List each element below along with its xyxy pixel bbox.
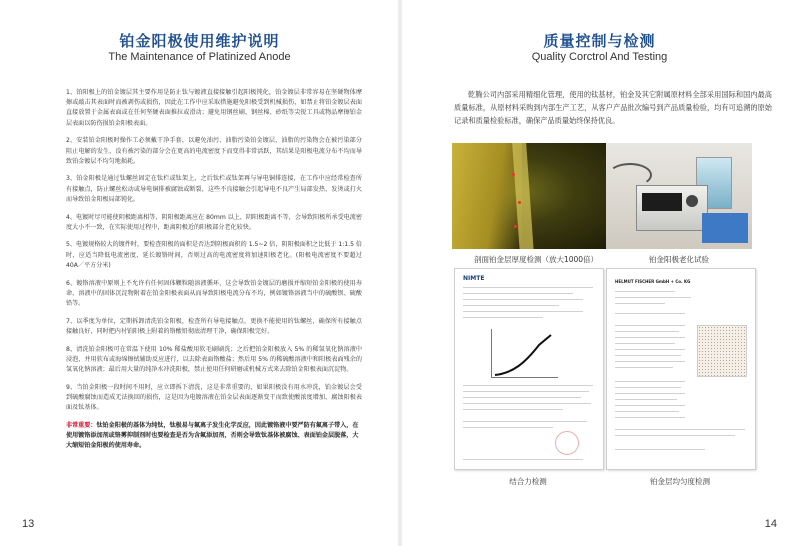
adhesion-test-report (454, 268, 604, 470)
instruction-paragraph: 9、当铂金阳极一段时间不用时，应立即拆下清洗，这是非常重要的，如果阳极没有用水冲洗，铂金镀层会受到硫酸腐蚀而造成无法换回的损伤，这是因为电镀溶液在铂金层表面逐渐变干而致使酸浓度增加，腐蚀阳极表面及钛基体。 (66, 383, 362, 412)
report-logo: NIMTE (463, 275, 485, 282)
page-number-right: 14 (764, 518, 777, 530)
warning-label: 非常重要： (66, 421, 97, 429)
cross-section-micrograph (452, 143, 620, 249)
instruction-paragraph: 4、电镀时尽可能使阴极距离相等，阴阳极距离应在 80mm 以上，阴阳极距离不等，会导致阳极所承受电流密度大小不一致，在实际使用过程中，距离阴极近的阳极部分老化较快。 (66, 213, 362, 231)
quality-intro (454, 88, 772, 128)
uniformity-test-report (606, 268, 756, 470)
caption-adhesion-test: 结合力检测 (509, 477, 547, 486)
right-page (400, 0, 799, 546)
right-page-title: 质量控制与检测 (543, 32, 656, 50)
instruction-paragraph: 6、镀铬溶液中原则上不允许有任何固体颗粒随溶液循环，这会导致铂金镀层的磨损并缩短铂金阳极的使用寿命，溶液中的固体沉淀物附着在铂金阳极表面从而导致阳极电流分布不均，例如镀铬溶液当中的硫酸钡、硫酸铅等。 (66, 279, 362, 307)
caption-uniformity-test: 铂金层均匀度检测 (650, 477, 710, 486)
caption-aging-test: 铂金阳极老化试验 (649, 255, 709, 264)
instruction-paragraph: 2、安装铂金阳极时操作工必须戴干净手套，以避免油污、油脂污染铂金镀层，油脂的污染物会在被污染部分阻止电解的发生，没有被污染的部分会在更高的电流密度下而变得非常活跃，其结果是阳极电流分布不均而导致铂金镀层不均匀地损耗。 (66, 137, 362, 165)
maintenance-instructions (66, 88, 362, 451)
warning-note (66, 421, 362, 452)
page-number-left: 13 (22, 518, 35, 530)
instruction-paragraph: 8、清洗铂金阳极可在常温下使用 10% 稀盐酸用软毛刷刷洗；之后把铂金阳极放入 5% 的稀氢氧化钠溶液中浸泡，并用软布或海绵擦拭辅助反应进行，以去除表面铬酸盐；然后用 5% 的稀硫酸溶液中和阳极表面残余的氢氧化钠溶液；最后用大量的纯净水冲洗阳极，禁止使用任何研磨或机械方式来去除铂金阳极表面沉淀物。 (66, 345, 362, 373)
aging-test-photo (606, 143, 752, 249)
adhesion-curve (493, 333, 555, 377)
left-page-title: 铂金阳极使用维护说明 (119, 32, 280, 50)
coating-sample-image (697, 325, 747, 377)
instruction-paragraph: 5、电镀规格较大的镀件时，要检查阳极的面积是否达到阴极面积的 1.5~2 倍，阴阳极面积之比低于 1:1.5 倍时，应适当降低电流密度，延长镀铬时间，否则过高的电流密度将加速阳极老化。(阳极电流密度不要超过 40A／平方分米) (66, 241, 362, 269)
caption-cross-section: 剖面铂金层厚度检测（放大1000倍） (473, 255, 599, 264)
right-page-subtitle: Quality Corctrol And Testing (531, 51, 668, 63)
intro-paragraph: 乾腾公司内部采用精细化管理，使用的钛基材，铂金及其它附属原材料全部采用国际和国内最高质量标准，从原材料采购到内部生产工艺，从客户产品批次编号到产品质量检验，均有可追溯的原始记录和质量检验标准，确保产品质量始终保持优良。 (454, 90, 772, 126)
instruction-paragraph: 1、铂阳极上的铂金镀层其主要作用是防止钛与镀液直接接触引起阳极钝化，铂金镀层非常容易在坚硬物体摩擦或敲击其表面时而被剥伤或损伤，因此在工作中应采取措施避免阳极受到机械损伤，如禁止将铂金镀层表面直接放置于金属表面或在任何坚硬表面推拉或滑动；避免用钢丝刷、钢丝棉、砂纸等尖锐工具或物品摩擦铂金层表面以防伤损铂金阳极表面。 (66, 89, 362, 127)
warning-text: 钛铂金阳极的基体为纯钛，钛极易与氟离子发生化学反应，因此镀铬液中要严防有氟离子带入，在使用镀铬添加剂或铬雾抑制剂时也要检查是否为含氟添加剂，否则会导致钛基体被腐蚀、表面铂金层脱落，大大缩短铂金阳极的使用寿命。 (66, 421, 359, 450)
left-page-subtitle: The Maintenance of Platinized Anode (108, 51, 291, 63)
report-brand: HELMUT FISCHER GmbH + Co. KG (615, 279, 691, 284)
instruction-paragraph: 7、以季度为单位，定期拆卸清洗铂金阳极，检查所有导电接触点，更换不能使用的钛螺丝，确保所有接触点接触良好，同时把内衬铂阳极上附着的铬酸铅彻底清理干净，确保阳极完好。 (66, 317, 362, 335)
report-stamp (555, 431, 579, 455)
instruction-paragraph: 3、铂金阳极是通过钛螺丝固定在钛栏或钛架上，之后钛栏或钛架再与导电铜排连接，在工作中应经常检查所有接触点，防止螺丝松动或导电铜排被腐蚀或断裂，这些不良接触会引起导电不良产生局部发热、发烫或打火而导致铂金阳极局部钝化。 (66, 175, 362, 203)
left-page (0, 0, 399, 546)
